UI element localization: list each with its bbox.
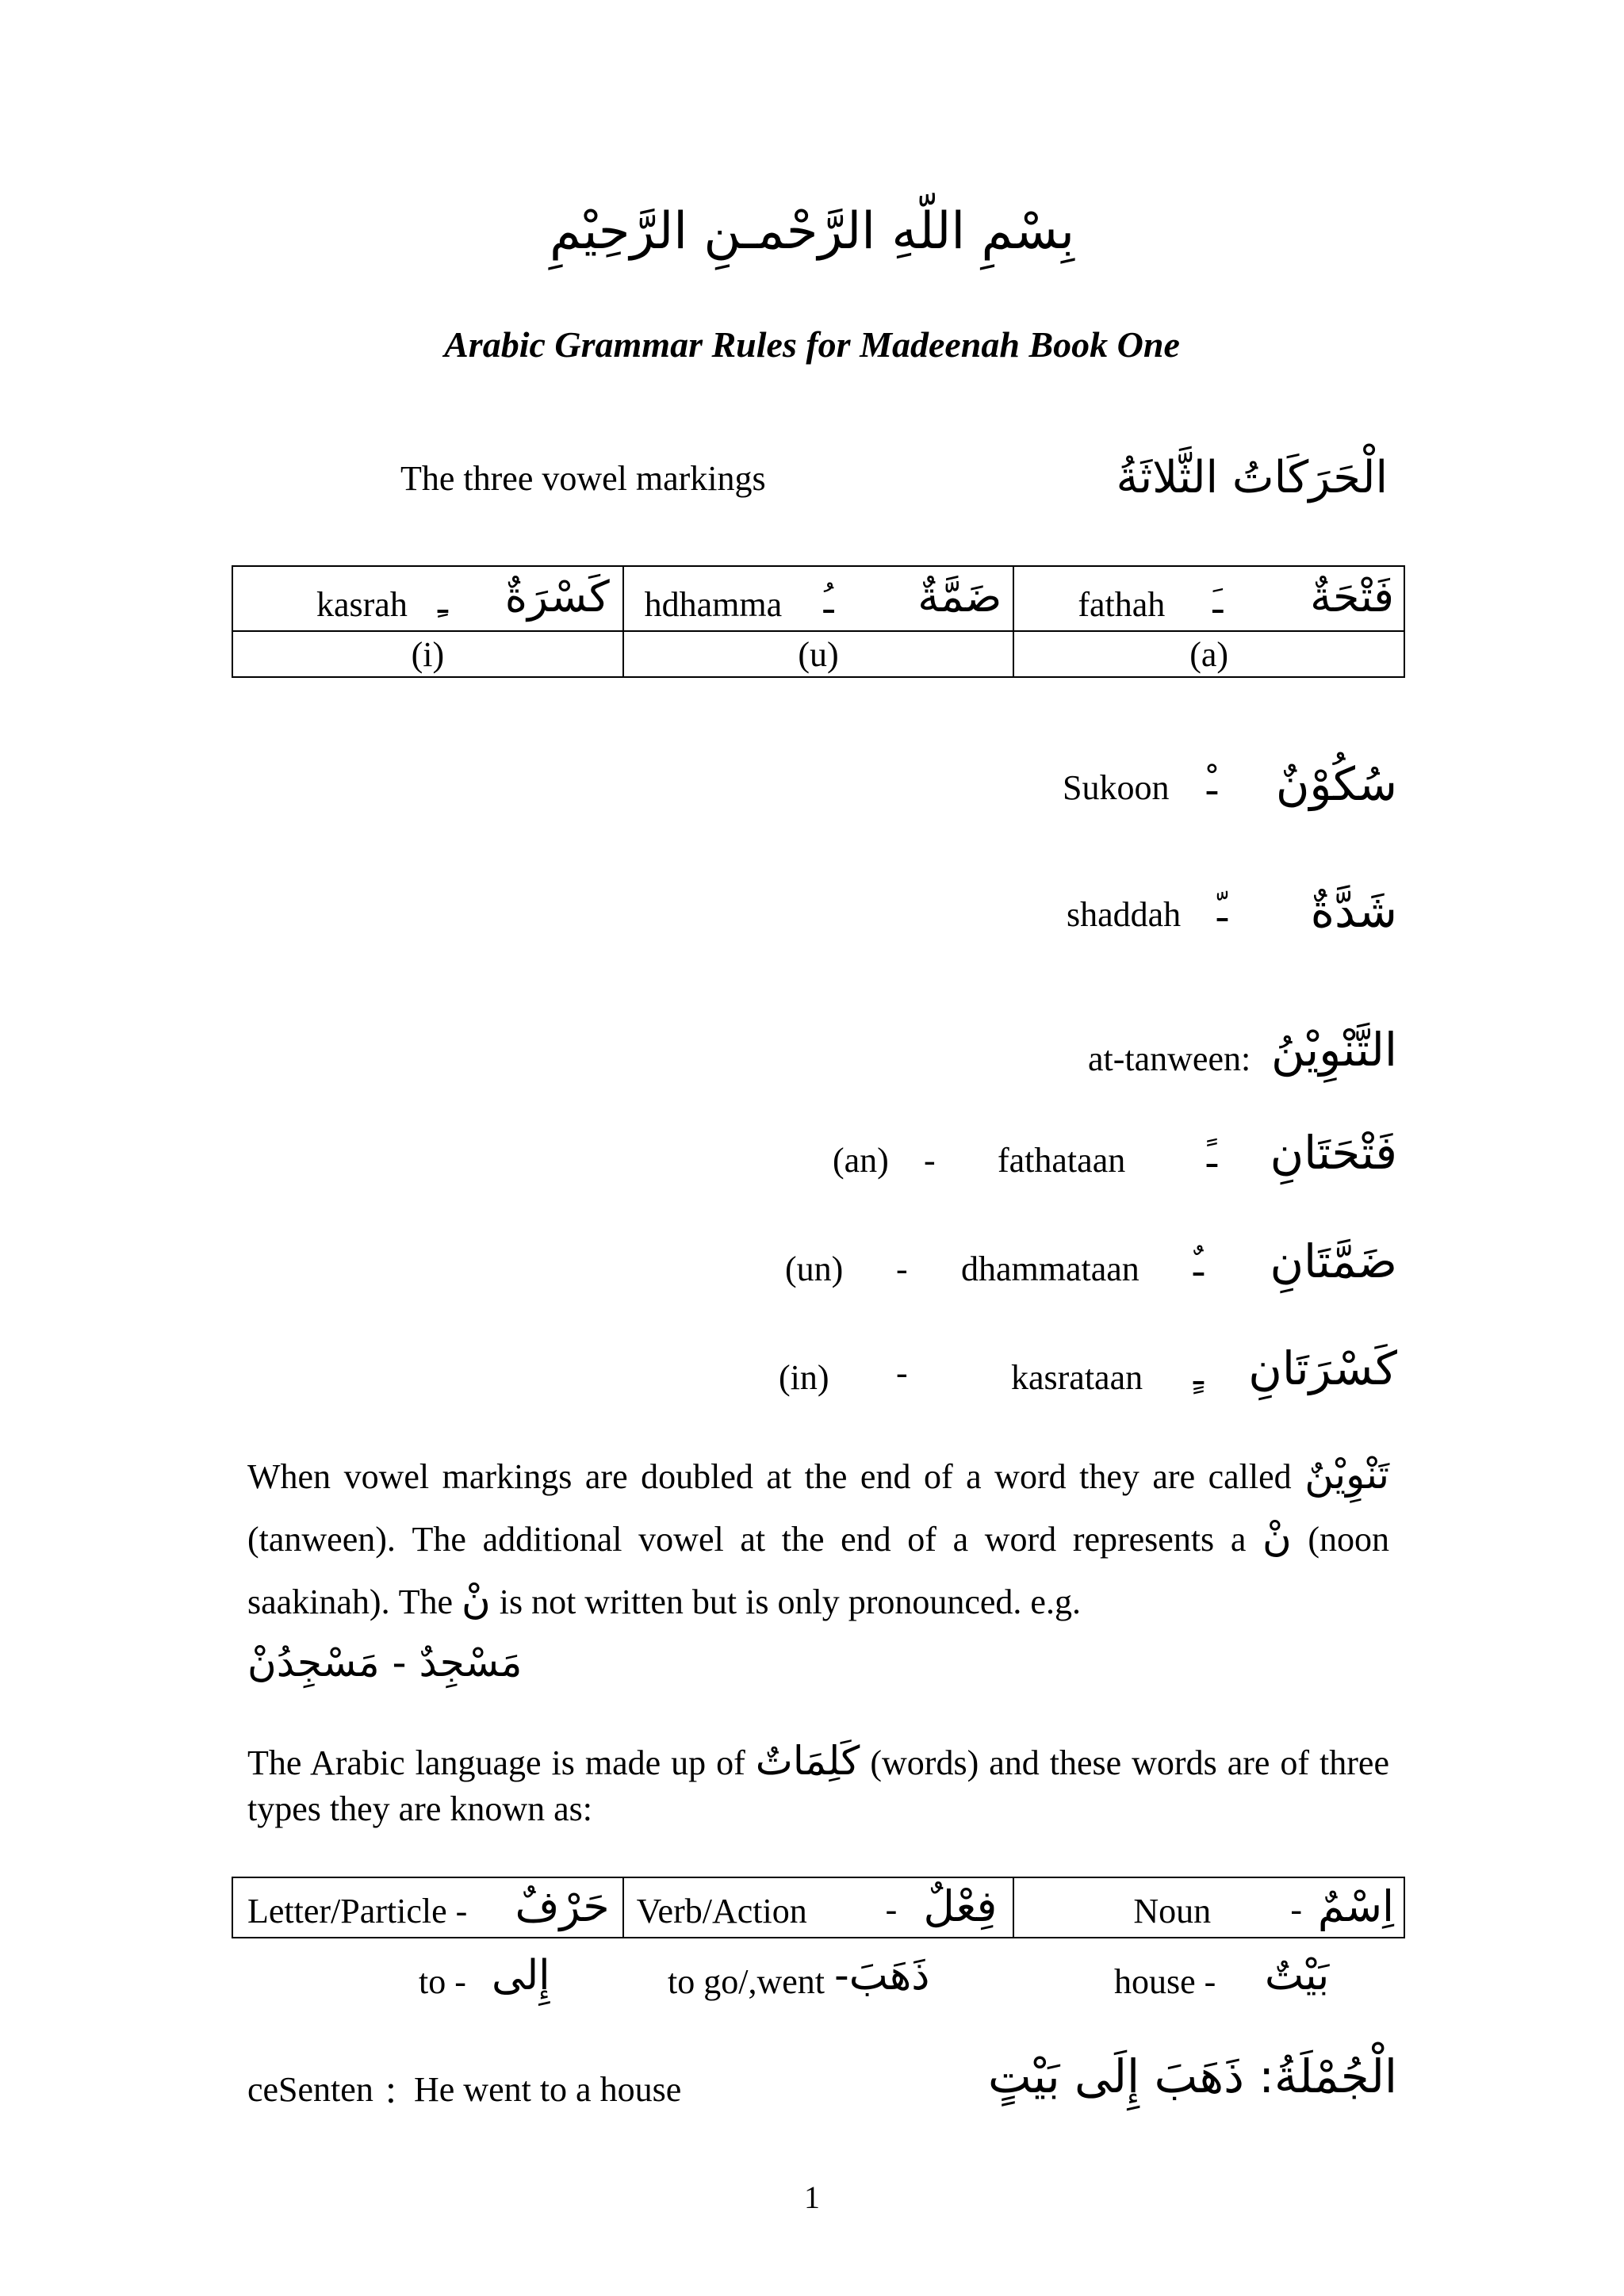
tanween-mark: ـً xyxy=(1207,1135,1217,1176)
vowel-mark: ـُ xyxy=(823,581,834,622)
tanween-sound: (an) xyxy=(833,1141,889,1180)
vowel-markings-label: The three vowel markings xyxy=(400,459,766,498)
para1-part4: is not written but is only pronounced. e.g. xyxy=(499,1582,1081,1621)
vowel-mark: ـِ xyxy=(438,581,448,622)
type-cell-particle xyxy=(232,1877,623,1938)
vowel-table xyxy=(232,565,1405,678)
tanween-english: dhammataan xyxy=(961,1249,1139,1288)
vowel-cell-kasrah xyxy=(232,566,623,631)
page-title: Arabic Grammar Rules for Madeenah Book One xyxy=(444,324,1180,365)
tanween-mark: ـٌ xyxy=(1193,1244,1204,1284)
para1-tanween-arabic: تَنْوِيْنٌ xyxy=(1304,1452,1389,1498)
para2-part2: (words) and these words are of three types they are known as: xyxy=(247,1743,1389,1828)
vowel-english: hdhamma xyxy=(644,585,783,624)
tanween-sound: (un) xyxy=(785,1249,844,1288)
sukoon-arabic: سُكُوْنٌ xyxy=(1275,757,1397,811)
vowel-sound: (u) xyxy=(623,631,1014,677)
word-types-paragraph xyxy=(247,1738,1389,1832)
type-cell-noun xyxy=(1013,1877,1404,1938)
page-number: 1 xyxy=(804,2179,820,2215)
tanween-explanation-paragraph xyxy=(247,1445,1389,1695)
vowel-arabic: فَتْحَةٌ xyxy=(1310,572,1394,622)
example-arabic: إِلى xyxy=(492,1952,550,1999)
vowel-sound: (i) xyxy=(232,631,623,677)
vowel-cell-fathah xyxy=(1013,566,1404,631)
type-english: Noun xyxy=(1133,1892,1212,1931)
sentence-label: ceSenten xyxy=(247,2070,373,2109)
example-english: to - xyxy=(419,1962,466,2001)
vowel-arabic: كَسْرَةٌ xyxy=(504,572,610,622)
sukoon-mark: ـْ xyxy=(1207,763,1217,803)
tanween-heading-english: at-tanween: xyxy=(1088,1039,1251,1078)
para1-noon-arabic: نْ xyxy=(1262,1514,1292,1560)
tanween-english: fathataan xyxy=(998,1141,1126,1180)
vowel-english: kasrah xyxy=(316,585,408,624)
example-english: to go/,went xyxy=(668,1962,825,2001)
vowel-sound: (a) xyxy=(1013,631,1404,677)
para1-example-arabic: مَسْجِدٌ - مَسْجِدُنْ xyxy=(247,1640,523,1686)
para1-part1: When vowel markings are doubled at the end of a word they are called xyxy=(247,1457,1292,1496)
vowel-arabic: ضَمَّةٌ xyxy=(917,572,1002,622)
vowel-mark: ـَ xyxy=(1212,581,1224,622)
shaddah-english: shaddah xyxy=(1067,895,1182,934)
type-arabic: فِعْلٌ xyxy=(923,1881,998,1931)
para1-part3: (noon saakinah). The xyxy=(247,1520,1390,1621)
example-english: house - xyxy=(1114,1962,1216,2001)
tanween-dash: - xyxy=(924,1141,936,1180)
para2-kalimaat-arabic: كَلِمَاتٌ xyxy=(755,1738,860,1784)
sentence-colon: : xyxy=(385,2067,396,2111)
basmala: بِسْمِ اللّهِ الرَّحْمـنِ الرَّحِيْمِ xyxy=(550,202,1074,261)
vowel-markings-arabic: الْحَرَكَاتُ الثَّلاثَةُ xyxy=(1116,452,1388,503)
vowel-english: fathah xyxy=(1078,585,1166,624)
example-arabic: بَيْتٌ xyxy=(1265,1952,1330,1999)
para1-noon-arabic-2: نْ xyxy=(462,1577,491,1623)
para2-part1: The Arabic language is made up of xyxy=(247,1743,745,1782)
type-cell-verb xyxy=(623,1877,1014,1938)
tanween-arabic: ضَمَّتَانِ xyxy=(1270,1234,1397,1288)
type-arabic: حَرْفٌ xyxy=(515,1881,610,1931)
type-dash: - xyxy=(885,1890,898,1929)
para1-part2: (tanween). The additional vowel at the end of a word represents a xyxy=(247,1520,1247,1559)
sukoon-english: Sukoon xyxy=(1063,768,1170,807)
sentence-english: He went to a house xyxy=(414,2070,682,2109)
type-dash: - xyxy=(1290,1890,1302,1929)
shaddah-mark: ـّ xyxy=(1217,890,1228,930)
type-english: Letter/Particle - xyxy=(247,1892,468,1931)
tanween-english: kasrataan xyxy=(1011,1358,1143,1397)
tanween-heading-arabic: التَّنْوِيْنُ xyxy=(1270,1023,1397,1077)
tanween-sound: (in) xyxy=(779,1358,829,1397)
tanween-dash: - xyxy=(896,1353,908,1392)
tanween-dash: - xyxy=(896,1249,908,1288)
tanween-arabic: فَتْحَتَانِ xyxy=(1270,1126,1397,1180)
shaddah-arabic: شَدَّةٌ xyxy=(1310,884,1397,938)
tanween-arabic: كَسْرَتَانِ xyxy=(1248,1341,1397,1395)
type-arabic: اِسْمٌ xyxy=(1317,1881,1394,1931)
example-arabic: ذَهَبَ- xyxy=(834,1952,930,1999)
tanween-mark: ـٍ xyxy=(1193,1353,1204,1393)
type-english: Verb/Action xyxy=(636,1892,807,1931)
sentence-arabic: الْجُمْلَةُ: ذَهَبَ إِلَى بَيْتٍ xyxy=(988,2049,1397,2103)
vowel-cell-dhamma xyxy=(623,566,1014,631)
word-types-table xyxy=(232,1877,1405,1938)
